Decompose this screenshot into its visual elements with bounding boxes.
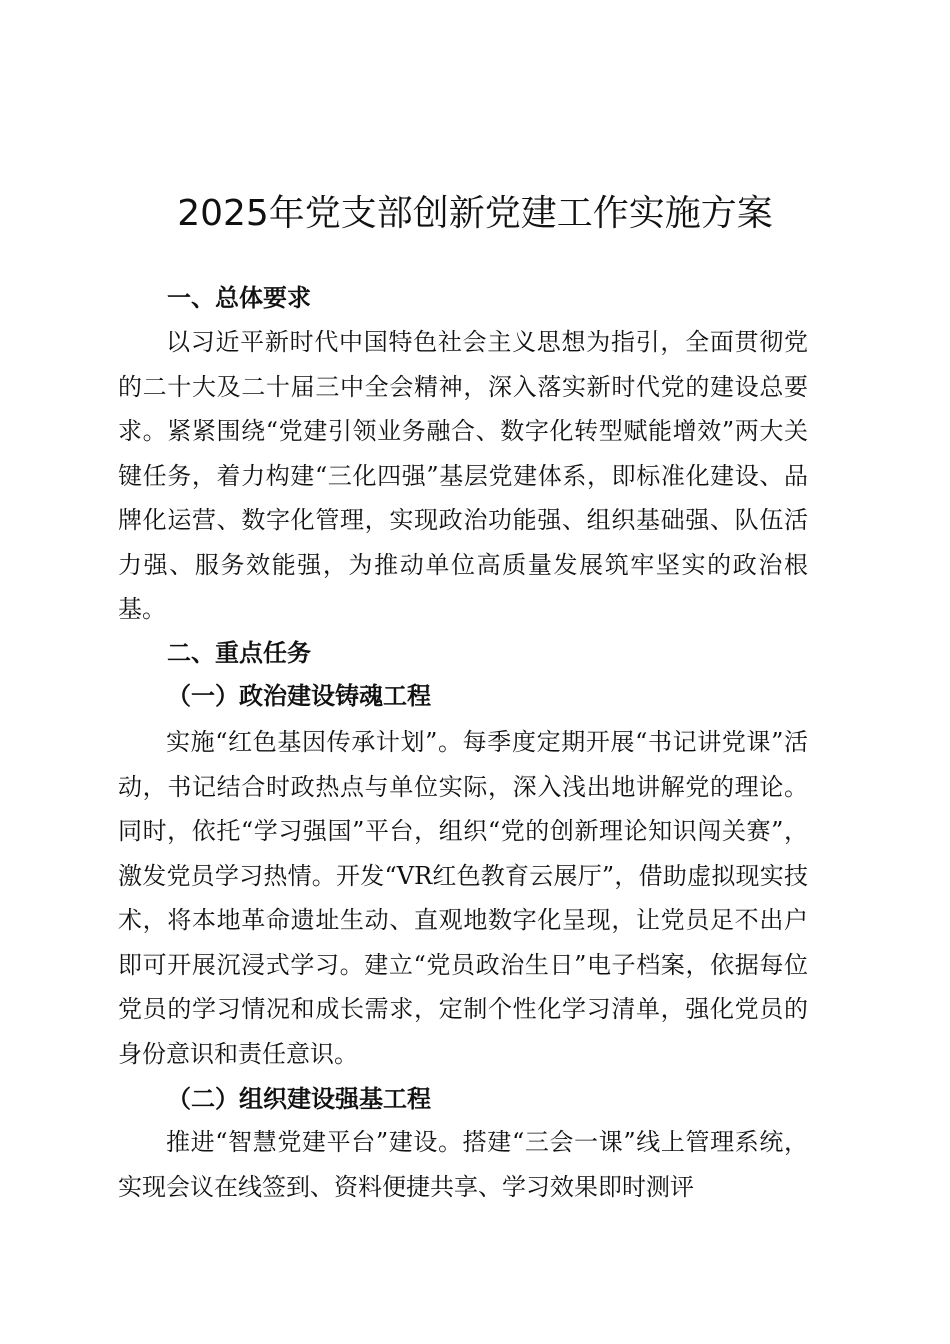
subsection-heading-organization-construction: （二）组织建设强基工程 [167, 1084, 431, 1113]
document-title: 2025年党支部创新党建工作实施方案 [177, 193, 773, 234]
section-heading-general-requirements: 一、总体要求 [167, 284, 311, 312]
subsection-heading-political-construction: （一）政治建设铸魂工程 [167, 681, 431, 710]
paragraph-political-construction: 实施“红色基因传承计划”。每季度定期开展“书记讲党课”活动，书记结合时政热点与单位实际，深入浅出地讲解党的理论。同时，依托“学习强国”平台，组织“党的创新理论知识闯关赛”，激发党员学习热情。开发“VR红色教育云展厅”，借助虚拟现实技术，将本地革命遗址生动、直观地数字化呈现，让党员足不出户即可开展沉浸式学习。建立“党员政治生日”电子档案，依据每位党员的学习情况和成长需求，定制个性化学习清单，强化党员的身份意识和责任意识。 [118, 728, 808, 1068]
section-heading-key-tasks: 二、重点任务 [167, 639, 311, 667]
paragraph-general-requirements: 以习近平新时代中国特色社会主义思想为指引，全面贯彻党的二十大及二十届三中全会精神，深入落实新时代党的建设总要求。紧紧围绕“党建引领业务融合、数字化转型赋能增效”两大关键任务，着力构建“三化四强”基层党建体系，即标准化建设、品牌化运营、数字化管理，实现政治功能强、组织基础强、队伍活力强、服务效能强，为推动单位高质量发展筑牢坚实的政治根基。 [118, 328, 808, 623]
paragraph-organization-construction: 推进“智慧党建平台”建设。搭建“三会一课”线上管理系统，实现会议在线签到、资料便捷共享、学习效果即时测评 [118, 1128, 808, 1201]
